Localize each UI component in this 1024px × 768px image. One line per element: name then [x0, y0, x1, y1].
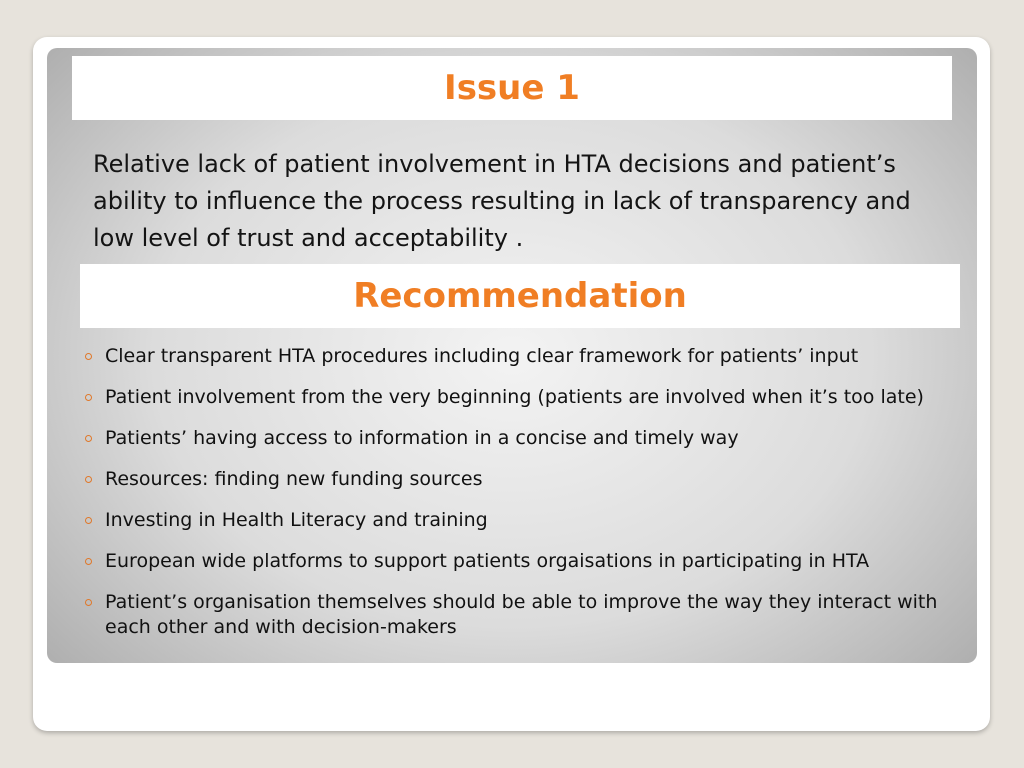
list-item-text: European wide platforms to support patients orgaisations in participating in HTA [105, 550, 870, 572]
list-item [85, 549, 955, 574]
list-item [85, 426, 955, 451]
list-item-text: Patients’ having access to information in a concise and timely way [105, 427, 739, 449]
list-item [85, 467, 955, 492]
list-item-text: Investing in Health Literacy and training [105, 509, 488, 531]
list-item-text: Resources: finding new funding sources [105, 468, 483, 490]
bullet-icon [85, 435, 92, 442]
bullet-icon [85, 558, 92, 565]
list-item [85, 385, 955, 410]
bullet-icon [85, 394, 92, 401]
slide [47, 48, 977, 663]
recommendation-list [85, 344, 955, 656]
recommendation-title: Recommendation [353, 276, 687, 316]
bullet-icon [85, 517, 92, 524]
list-item-text: Patient’s organisation themselves should be able to improve the way they interact with each other and with decision-makers [105, 591, 938, 638]
bullet-icon [85, 599, 92, 606]
list-item [85, 508, 955, 533]
list-item [85, 590, 955, 640]
bullet-icon [85, 353, 92, 360]
slide-title: Issue 1 [444, 68, 580, 108]
issue-description: Relative lack of patient involvement in HTA decisions and patient’s ability to influence the process resulting in lack of transparency and low level of trust and acceptability . [93, 150, 911, 252]
recommendation-title-box [80, 264, 960, 328]
title-box [72, 56, 952, 120]
bullet-icon [85, 476, 92, 483]
list-item [85, 344, 955, 369]
list-item-text: Patient involvement from the very beginning (patients are involved when it’s too late) [105, 386, 924, 408]
list-item-text: Clear transparent HTA procedures including clear framework for patients’ input [105, 345, 859, 367]
